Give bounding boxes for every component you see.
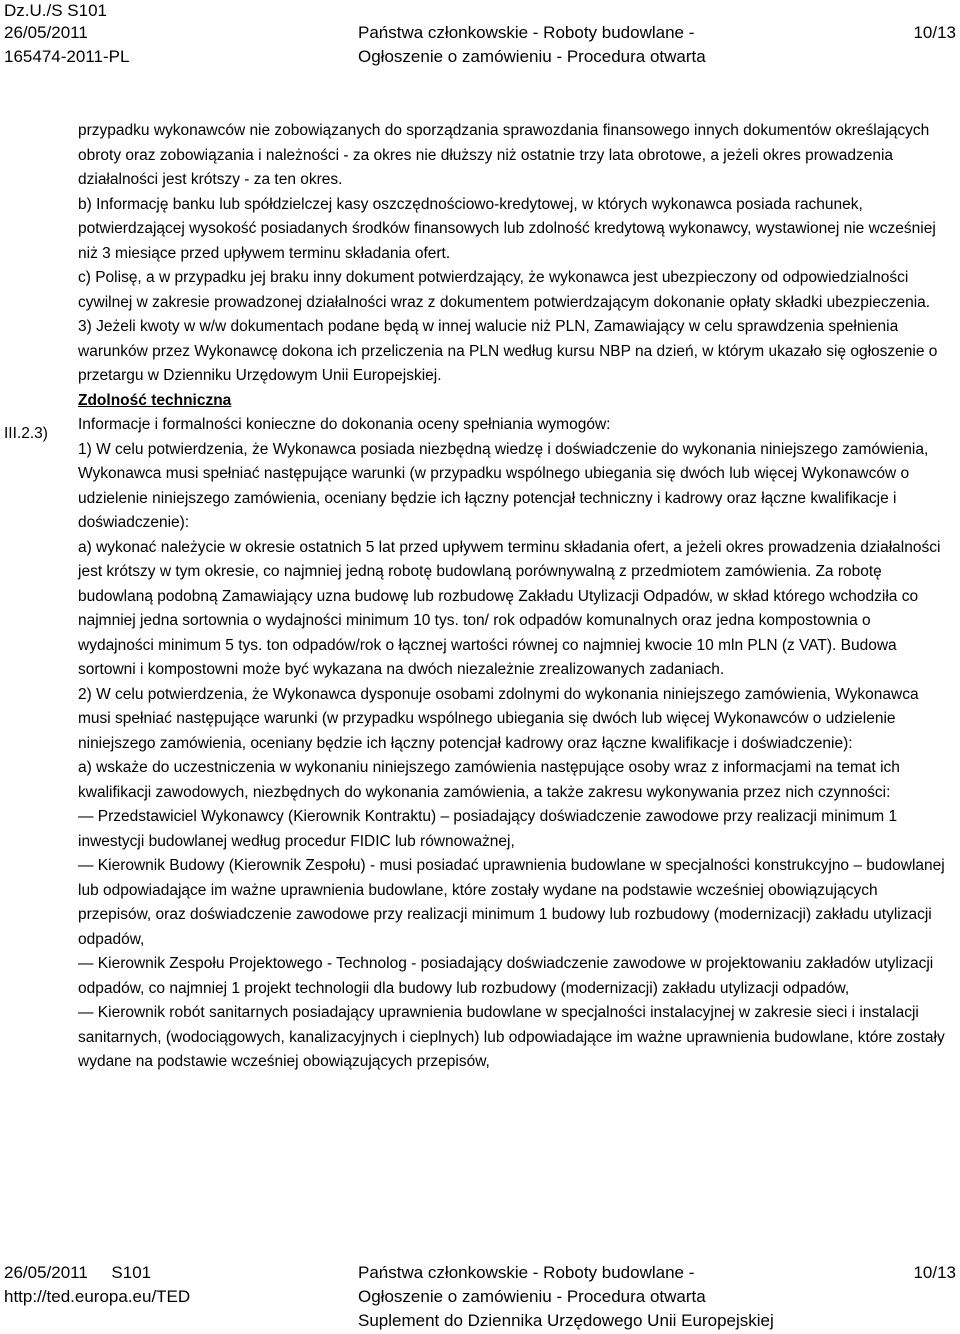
- footer-date-series: 26/05/2011 S101: [4, 1263, 152, 1282]
- paragraph: c) Polisę, a w przypadku jej braku inny dokument potwierdzający, że wykonawca jest ubezpieczony od odpowiedzialności cywilnej w zakresie prowadzonej działalności wraz z dokumentem potwierdzającym dokonanie opłaty składki ubezpieczenia.: [78, 269, 931, 311]
- paragraph: przypadku wykonawców nie zobowiązanych do sporządzania sprawozdania finansowego innych dokumentów określających obroty oraz zobowiązania i należności - za okres nie dłuższy niż ostatnie trzy lata obrotowe, a jeżeli okres prowadzenia działalności jest krótszy - za ten okres.: [78, 122, 930, 188]
- list-item: — Kierownik Budowy (Kierownik Zespołu) - musi posiadać uprawnienia budowlane w specjalności konstrukcyjno – budowlanej lub odpowiadające im ważne uprawnienia budowlane, które zostały wydane na podstawie wcześniej obowiązujących przepisów, oraz doświadczenie zawodowe przy realizacji minimum 1 budowy lub rozbudowy (modernizacji) zakładu utylizacji odpadów,: [78, 857, 945, 948]
- section-number: III.2.3): [4, 425, 48, 442]
- paragraph: 2) W celu potwierdzenia, że Wykonawca dysponuje osobami zdolnymi do wykonania niniejszego zamówienia, Wykonawca musi spełniać następujące warunki (w przypadku wspólnego ubiegania się dwóch lub więcej Wykonawców o udzielenie niniejszego zamówienia, oceniany będzie ich łączny potencjał kadrowy oraz łączne kwalifikacje i doświadczenie):: [78, 685, 919, 752]
- header-doc-id: 165474-2011-PL: [4, 47, 130, 66]
- footer-url[interactable]: http://ted.europa.eu/TED: [4, 1287, 191, 1306]
- header-page-number: 10/13: [913, 23, 956, 42]
- list-item: — Kierownik Zespołu Projektowego - Technolog - posiadający doświadczenie zawodowe w projektowaniu zakładów utylizacji odpadów, co najmniej 1 projekt technologii dla budowy lub rozbudowy (modernizacji) zakładu utylizacji odpadów,: [78, 955, 934, 997]
- footer-supplement: Suplement do Dziennika Urzędowego Unii Europejskiej: [358, 1311, 774, 1330]
- footer-title-line1: Państwa członkowskie - Roboty budowlane -: [358, 1263, 695, 1282]
- header-journal: Dz.U./S S101: [4, 1, 107, 20]
- paragraph: 3) Jeżeli kwoty w w/w dokumentach podane będą w innej walucie niż PLN, Zamawiający w celu sprawdzenia spełnienia warunków przez Wykonawcę dokona ich przeliczenia na PLN według kursu NBP na dzień, w którym ukazało się ogłoszenie o przetargu w Dzienniku Urzędowym Unii Europejskiej.: [78, 318, 938, 384]
- header-date: 26/05/2011: [4, 23, 88, 42]
- page-footer: [0, 1262, 960, 1334]
- list-item: — Kierownik robót sanitarnych posiadający uprawnienia budowlane w specjalności instalacyjnej w zakresie sieci i instalacji sanitarnych, (wodociągowych, kanalizacyjnych i cieplnych) lub odpowiadające im ważne uprawnienia budowlane, które zostały wydane na podstawie wcześniej obowiązujących przepisów,: [78, 1004, 945, 1070]
- footer-page-number: 10/13: [913, 1263, 956, 1282]
- paragraph: 1) W celu potwierdzenia, że Wykonawca posiada niezbędną wiedzę i doświadczenie do wykonania niniejszego zamówienia, Wykonawca musi spełniać następujące warunki (w przypadku wspólnego ubiegania się dwóch lub więcej Wykonawców o udzielenie niniejszego zamówienia, oceniany będzie ich łączny potencjał techniczny i kadrowy oraz łączne kwalifikacje i doświadczenie):: [78, 440, 929, 531]
- header-title-line2: Ogłoszenie o zamówieniu - Procedura otwarta: [358, 47, 706, 66]
- paragraph: a) wskaże do uczestniczenia w wykonaniu niniejszego zamówienia następujące osoby wraz z informacjami na temat ich kwalifikacji zawodowych, niezbędnych do wykonania zamówienia, a także zakresu wykonywania przez nich czynności:: [78, 759, 900, 801]
- document-body: [78, 119, 950, 1075]
- section-heading: Zdolność techniczna: [78, 391, 232, 409]
- paragraph: b) Informację banku lub spółdzielczej kasy oszczędnościowo-kredytowej, w których wykonawca posiada rachunek, potwierdzającej wysokość posiadanych środków finansowych lub zdolność kredytową wykonawcy, wystawionej nie wcześniej niż 3 miesiące przed upływem terminu składania ofert.: [78, 195, 936, 262]
- list-item: — Przedstawiciel Wykonawcy (Kierownik Kontraktu) – posiadający doświadczenie zawodowe przy realizacji minimum 1 inwestycji budowlanej według procedur FIDIC lub równoważnej,: [78, 808, 898, 850]
- page-header: [0, 0, 960, 70]
- footer-title-line2: Ogłoszenie o zamówieniu - Procedura otwarta: [358, 1287, 706, 1306]
- paragraph: Informacje i formalności konieczne do dokonania oceny spełniania wymogów:: [78, 416, 611, 433]
- header-title-line1: Państwa członkowskie - Roboty budowlane -: [358, 23, 695, 42]
- paragraph: a) wykonać należycie w okresie ostatnich 5 lat przed upływem terminu składania ofert, a jeżeli okres prowadzenia działalności jest krótszy w tym okresie, co najmniej jedną robotę budowlaną porównywalną z przedmiotem zamówienia. Za robotę budowlaną podobną Zamawiający uzna budowę lub rozbudowę Zakładu Utylizacji Odpadów, w skład którego wchodziła co najmniej jedna sortownia o wydajności minimum 10 tys. ton/ rok odpadów komunalnych oraz jedna kompostownia o wydajności minimum 5 tys. ton odpadów/rok o łącznej wartości równej co najmniej kwocie 10 mln PLN (z VAT). Budowa sortowni i kompostowni może być wykazana na dwóch niezależnie zrealizowanych zadaniach.: [78, 538, 941, 678]
